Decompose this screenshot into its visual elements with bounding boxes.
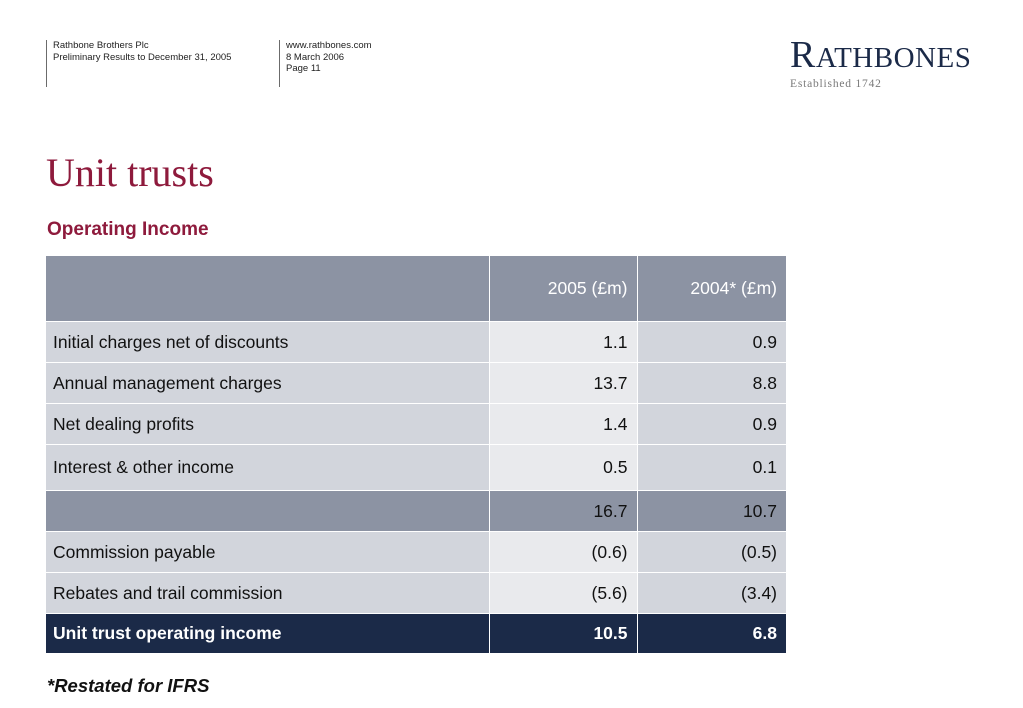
footnote: *Restated for IFRS: [47, 675, 210, 696]
column-header-2004: 2004* (£m): [637, 256, 786, 322]
table-row-interest-other: [46, 445, 786, 491]
column-header-label: [46, 256, 489, 322]
header-report-title: Preliminary Results to December 31, 2005: [53, 51, 232, 63]
value-2004: 8.8: [637, 363, 786, 404]
page-title: Unit trusts: [46, 150, 214, 195]
value-2004: 0.9: [637, 322, 786, 363]
table-row-net-dealing: [46, 404, 786, 445]
table-row-initial-charges: [46, 322, 786, 363]
row-label: [46, 491, 489, 532]
table-row-total: [46, 614, 786, 654]
logo-rest: ATHBONES: [815, 42, 972, 74]
value-2005: 1.4: [489, 404, 637, 445]
header-company-block: [53, 40, 231, 63]
row-label: Initial charges net of discounts: [46, 322, 489, 363]
value-2005: (0.6): [489, 532, 637, 573]
row-label: Interest & other income: [46, 445, 489, 491]
section-subtitle: Operating Income: [47, 219, 209, 240]
header-page-number: Page 11: [286, 63, 321, 74]
header-info-block: [286, 40, 372, 75]
header-website: www.rathbones.com: [286, 40, 372, 51]
table-row-rebates: [46, 573, 786, 614]
value-2004: 0.1: [637, 445, 786, 491]
table-header-row: [46, 256, 786, 322]
value-2005: 0.5: [489, 445, 637, 491]
value-2005: (5.6): [489, 573, 637, 614]
row-label: Rebates and trail commission: [46, 573, 489, 614]
value-2004: (3.4): [637, 573, 786, 614]
value-2004: 10.7: [637, 491, 786, 532]
value-2004: 6.8: [637, 614, 786, 654]
table-row-annual-management: [46, 363, 786, 404]
operating-income-table: [46, 256, 786, 653]
header-company-name: Rathbone Brothers Plc: [53, 40, 149, 51]
logo-tagline: Established 1742: [790, 78, 882, 90]
table-row-commission: [46, 532, 786, 573]
table-row-subtotal: [46, 491, 786, 532]
header-divider-left: [46, 40, 47, 87]
header-divider-middle: [279, 40, 280, 87]
value-2005: 13.7: [489, 363, 637, 404]
row-label: Unit trust operating income: [46, 614, 489, 654]
value-2005: 1.1: [489, 322, 637, 363]
logo-initial: R: [790, 34, 816, 76]
rathbones-logo: [790, 36, 990, 90]
row-label: Commission payable: [46, 532, 489, 573]
row-label: Net dealing profits: [46, 404, 489, 445]
header-date: 8 March 2006: [286, 51, 345, 63]
logo-wordmark: [790, 36, 990, 82]
column-header-2005: 2005 (£m): [489, 256, 637, 322]
value-2004: (0.5): [637, 532, 786, 573]
value-2005: 10.5: [489, 614, 637, 654]
row-label: Annual management charges: [46, 363, 489, 404]
value-2004: 0.9: [637, 404, 786, 445]
value-2005: 16.7: [489, 491, 637, 532]
